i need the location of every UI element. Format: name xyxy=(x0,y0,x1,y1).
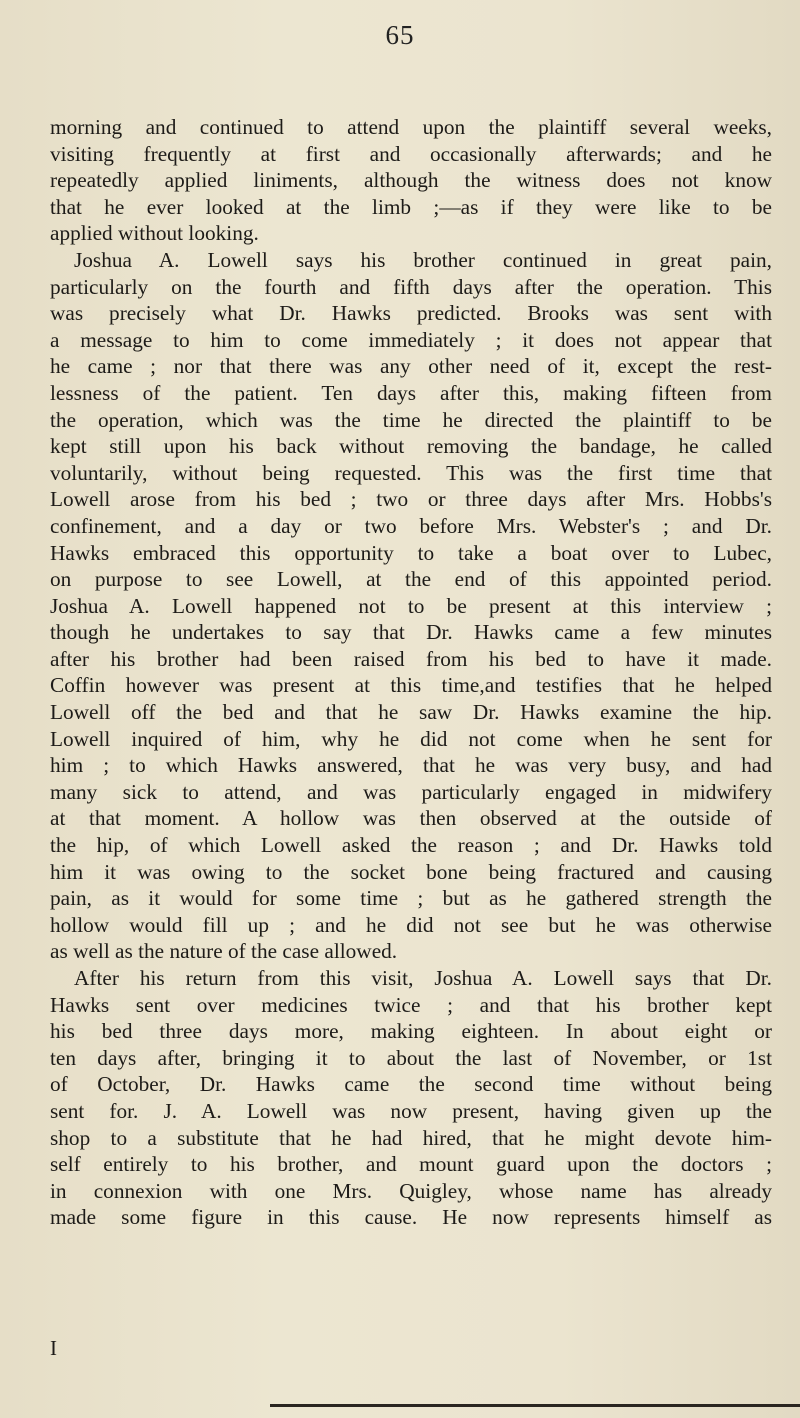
text-line: Coffin however was present at this time,and testifies that he helped xyxy=(50,673,772,698)
text-line: visiting frequently at first and occasionally afterwards; and he xyxy=(50,141,772,166)
page-number: 65 xyxy=(385,20,415,50)
text-line: made some figure in this cause. He now represents himself as xyxy=(50,1205,772,1230)
text-line: voluntarily, without being requested. This was the first time that xyxy=(50,460,772,485)
page-bottom-edge xyxy=(270,1404,800,1407)
text-line: particularly on the fourth and fifth days after the operation. This xyxy=(50,274,772,299)
text-line: self entirely to his brother, and mount guard upon the doctors ; xyxy=(50,1152,772,1177)
text-line: Hawks embraced this opportunity to take a boat over to Lubec, xyxy=(50,540,772,565)
body-text xyxy=(50,114,772,1231)
text-line: of October, Dr. Hawks came the second time without being xyxy=(50,1072,772,1097)
text-line: a message to him to come immediately ; it does not appear that xyxy=(50,327,772,352)
text-line: Joshua A. Lowell says his brother continued in great pain, xyxy=(74,247,772,272)
text-line: him it was owing to the socket bone being fractured and causing xyxy=(50,859,772,884)
text-line: him ; to which Hawks answered, that he was very busy, and had xyxy=(50,753,772,778)
text-line: many sick to attend, and was particularly engaged in midwifery xyxy=(50,779,772,804)
text-line: after his brother had been raised from his bed to have it made. xyxy=(50,646,772,671)
text-line: Lowell inquired of him, why he did not come when he sent for xyxy=(50,726,772,751)
text-line: sent for. J. A. Lowell was now present, having given up the xyxy=(50,1098,772,1123)
text-line: ten days after, bringing it to about the last of November, or 1st xyxy=(50,1045,772,1070)
text-line: as well as the nature of the case allowed. xyxy=(50,939,398,964)
text-line: shop to a substitute that he had hired, that he might devote him- xyxy=(50,1125,772,1150)
text-line: Joshua A. Lowell happened not to be present at this interview ; xyxy=(50,593,772,618)
text-line: that he ever looked at the limb ;—as if they were like to be xyxy=(50,194,772,219)
text-line: his bed three days more, making eighteen. In about eight or xyxy=(50,1019,772,1044)
text-line: Lowell off the bed and that he saw Dr. Hawks examine the hip. xyxy=(50,700,772,725)
text-line: After his return from this visit, Joshua A. Lowell says that Dr. xyxy=(74,966,772,990)
text-line: Hawks sent over medicines twice ; and that his brother kept xyxy=(50,992,772,1017)
text-line: applied without looking. xyxy=(50,221,259,246)
text-line: in connexion with one Mrs. Quigley, whose name has already xyxy=(50,1178,772,1203)
text-line: lessness of the patient. Ten days after this, making fifteen from xyxy=(50,380,772,405)
text-line: at that moment. A hollow was then observed at the outside of xyxy=(50,806,772,831)
text-line: hollow would fill up ; and he did not see but he was otherwise xyxy=(50,912,772,937)
text-line: the operation, which was the time he directed the plaintiff to be xyxy=(50,407,772,432)
text-line: the hip, of which Lowell asked the reason ; and Dr. Hawks told xyxy=(50,833,772,858)
text-line: kept still upon his back without removing the bandage, he called xyxy=(50,434,772,459)
text-line: Lowell arose from his bed ; two or three days after Mrs. Hobbs's xyxy=(50,487,772,512)
text-line: was precisely what Dr. Hawks predicted. Brooks was sent with xyxy=(50,301,772,326)
text-line: repeatedly applied liniments, although the witness does not know xyxy=(50,168,772,193)
signature-mark: I xyxy=(50,1336,57,1360)
text-line: confinement, and a day or two before Mrs. Webster's ; and Dr. xyxy=(50,513,772,538)
text-line: he came ; nor that there was any other need of it, except the rest- xyxy=(50,354,772,379)
text-line: on purpose to see Lowell, at the end of this appointed period. xyxy=(50,567,772,592)
text-line: pain, as it would for some time ; but as he gathered strength the xyxy=(50,886,772,911)
text-line: morning and continued to attend upon the plaintiff several weeks, xyxy=(50,115,772,139)
text-line: though he undertakes to say that Dr. Hawks came a few minutes xyxy=(50,620,772,645)
